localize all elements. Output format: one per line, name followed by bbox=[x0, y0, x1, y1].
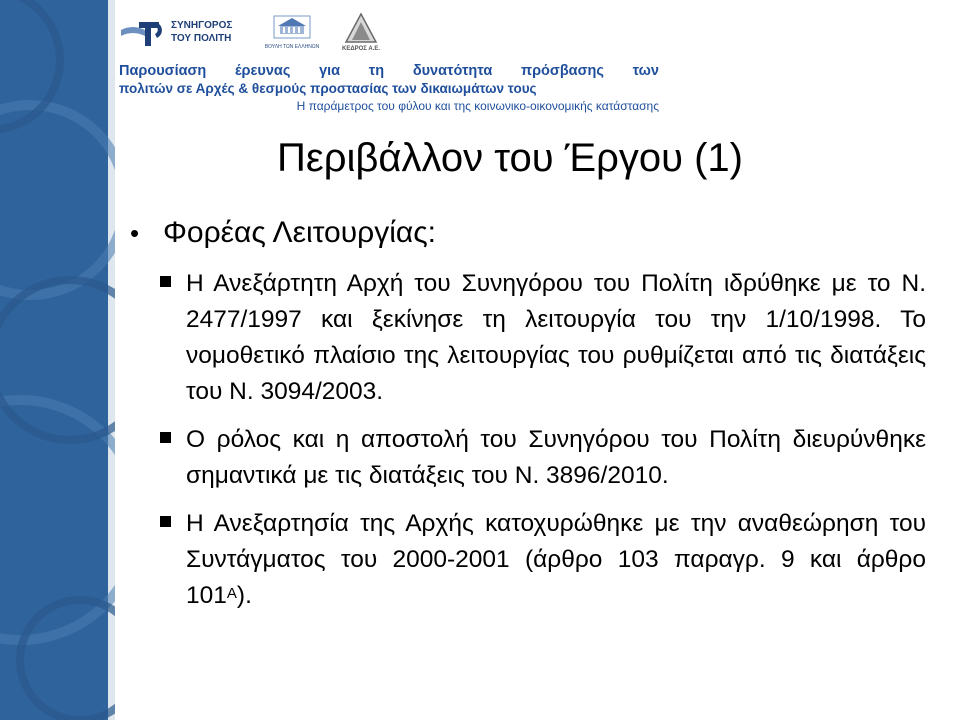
subtitle-line-2: πολιτών σε Αρχές & θεσμούς προστασίας των δικαιωμάτων τους bbox=[119, 81, 537, 96]
subtitle-line-1: Παρουσίαση έρευνας για τη δυνατότητα πρόσβασης των bbox=[119, 63, 659, 79]
main-bullet-text: Φορέας Λειτουργίας: bbox=[163, 216, 437, 249]
kedros-logo bbox=[333, 12, 389, 54]
sub-bullet-item bbox=[160, 266, 926, 410]
project-subtitle bbox=[119, 62, 659, 114]
vouli-logo-icon bbox=[272, 12, 312, 42]
sub-bullet-text: Ο ρόλος και η αποστολή του Συνηγόρου του Πολίτη διευρύνθηκε σημαντικά με τις διατάξεις του Ν. 3896/2010. bbox=[186, 426, 926, 489]
sub-bullet-text bbox=[186, 506, 926, 614]
vouli-logo bbox=[260, 12, 324, 54]
logo-row bbox=[115, 10, 660, 55]
synigoros-logo-text bbox=[171, 19, 232, 45]
synigoros-logo-line2: ΤΟΥ ΠΟΛΙΤΗ bbox=[171, 33, 232, 44]
synigoros-logo-line1: ΣΥΝΗΓΟΡΟΣ bbox=[171, 20, 233, 31]
superscript-alpha: Α bbox=[226, 585, 237, 602]
square-bullet-icon bbox=[160, 276, 171, 287]
slide-header bbox=[115, 0, 660, 122]
sub-bullet-text: Η Ανεξάρτητη Αρχή του Συνηγόρου του Πολίτη ιδρύθηκε με το Ν. 2477/1997 και ξεκίνησε τη λειτουργία του την 1/10/1998. Το νομοθετικό πλαίσιο της λειτουργίας του ρυθμίζεται από τις διατάξεις του Ν. 3094/2003. bbox=[186, 270, 926, 405]
left-decorative-band bbox=[0, 0, 108, 720]
slide-title: Περιβάλλον του Έργου (1) bbox=[277, 136, 743, 180]
sub-bullet-list bbox=[160, 266, 926, 626]
subtitle-note: Η παράμετρος του φύλου και της κοινωνικο-οικονομικής κατάστασης bbox=[296, 99, 659, 113]
kedros-logo-caption: ΚΕΔΡΟΣ Α.Ε. bbox=[341, 46, 381, 52]
kedros-logo-icon bbox=[344, 12, 378, 44]
square-bullet-icon bbox=[160, 432, 171, 443]
sub-bullet-item bbox=[160, 422, 926, 494]
left-band-highlight bbox=[108, 0, 115, 720]
square-bullet-icon bbox=[160, 516, 171, 527]
synigoros-logo-icon bbox=[119, 16, 167, 50]
sub-bullet-item bbox=[160, 506, 926, 614]
sub-bullet-text-main: Η Ανεξαρτησία της Αρχής κατοχυρώθηκε με την αναθεώρηση του Συντάγματος του 2000-2001 (άρθρο 103 παραγρ. 9 και άρθρο 101 bbox=[186, 510, 926, 609]
synigoros-logo bbox=[119, 14, 249, 54]
sub-bullet-text-tail: ). bbox=[236, 582, 252, 609]
vouli-logo-caption: ΒΟΥΛΗ ΤΩΝ ΕΛΛΗΝΩΝ bbox=[264, 44, 320, 50]
bullet-dot: • bbox=[130, 218, 140, 248]
